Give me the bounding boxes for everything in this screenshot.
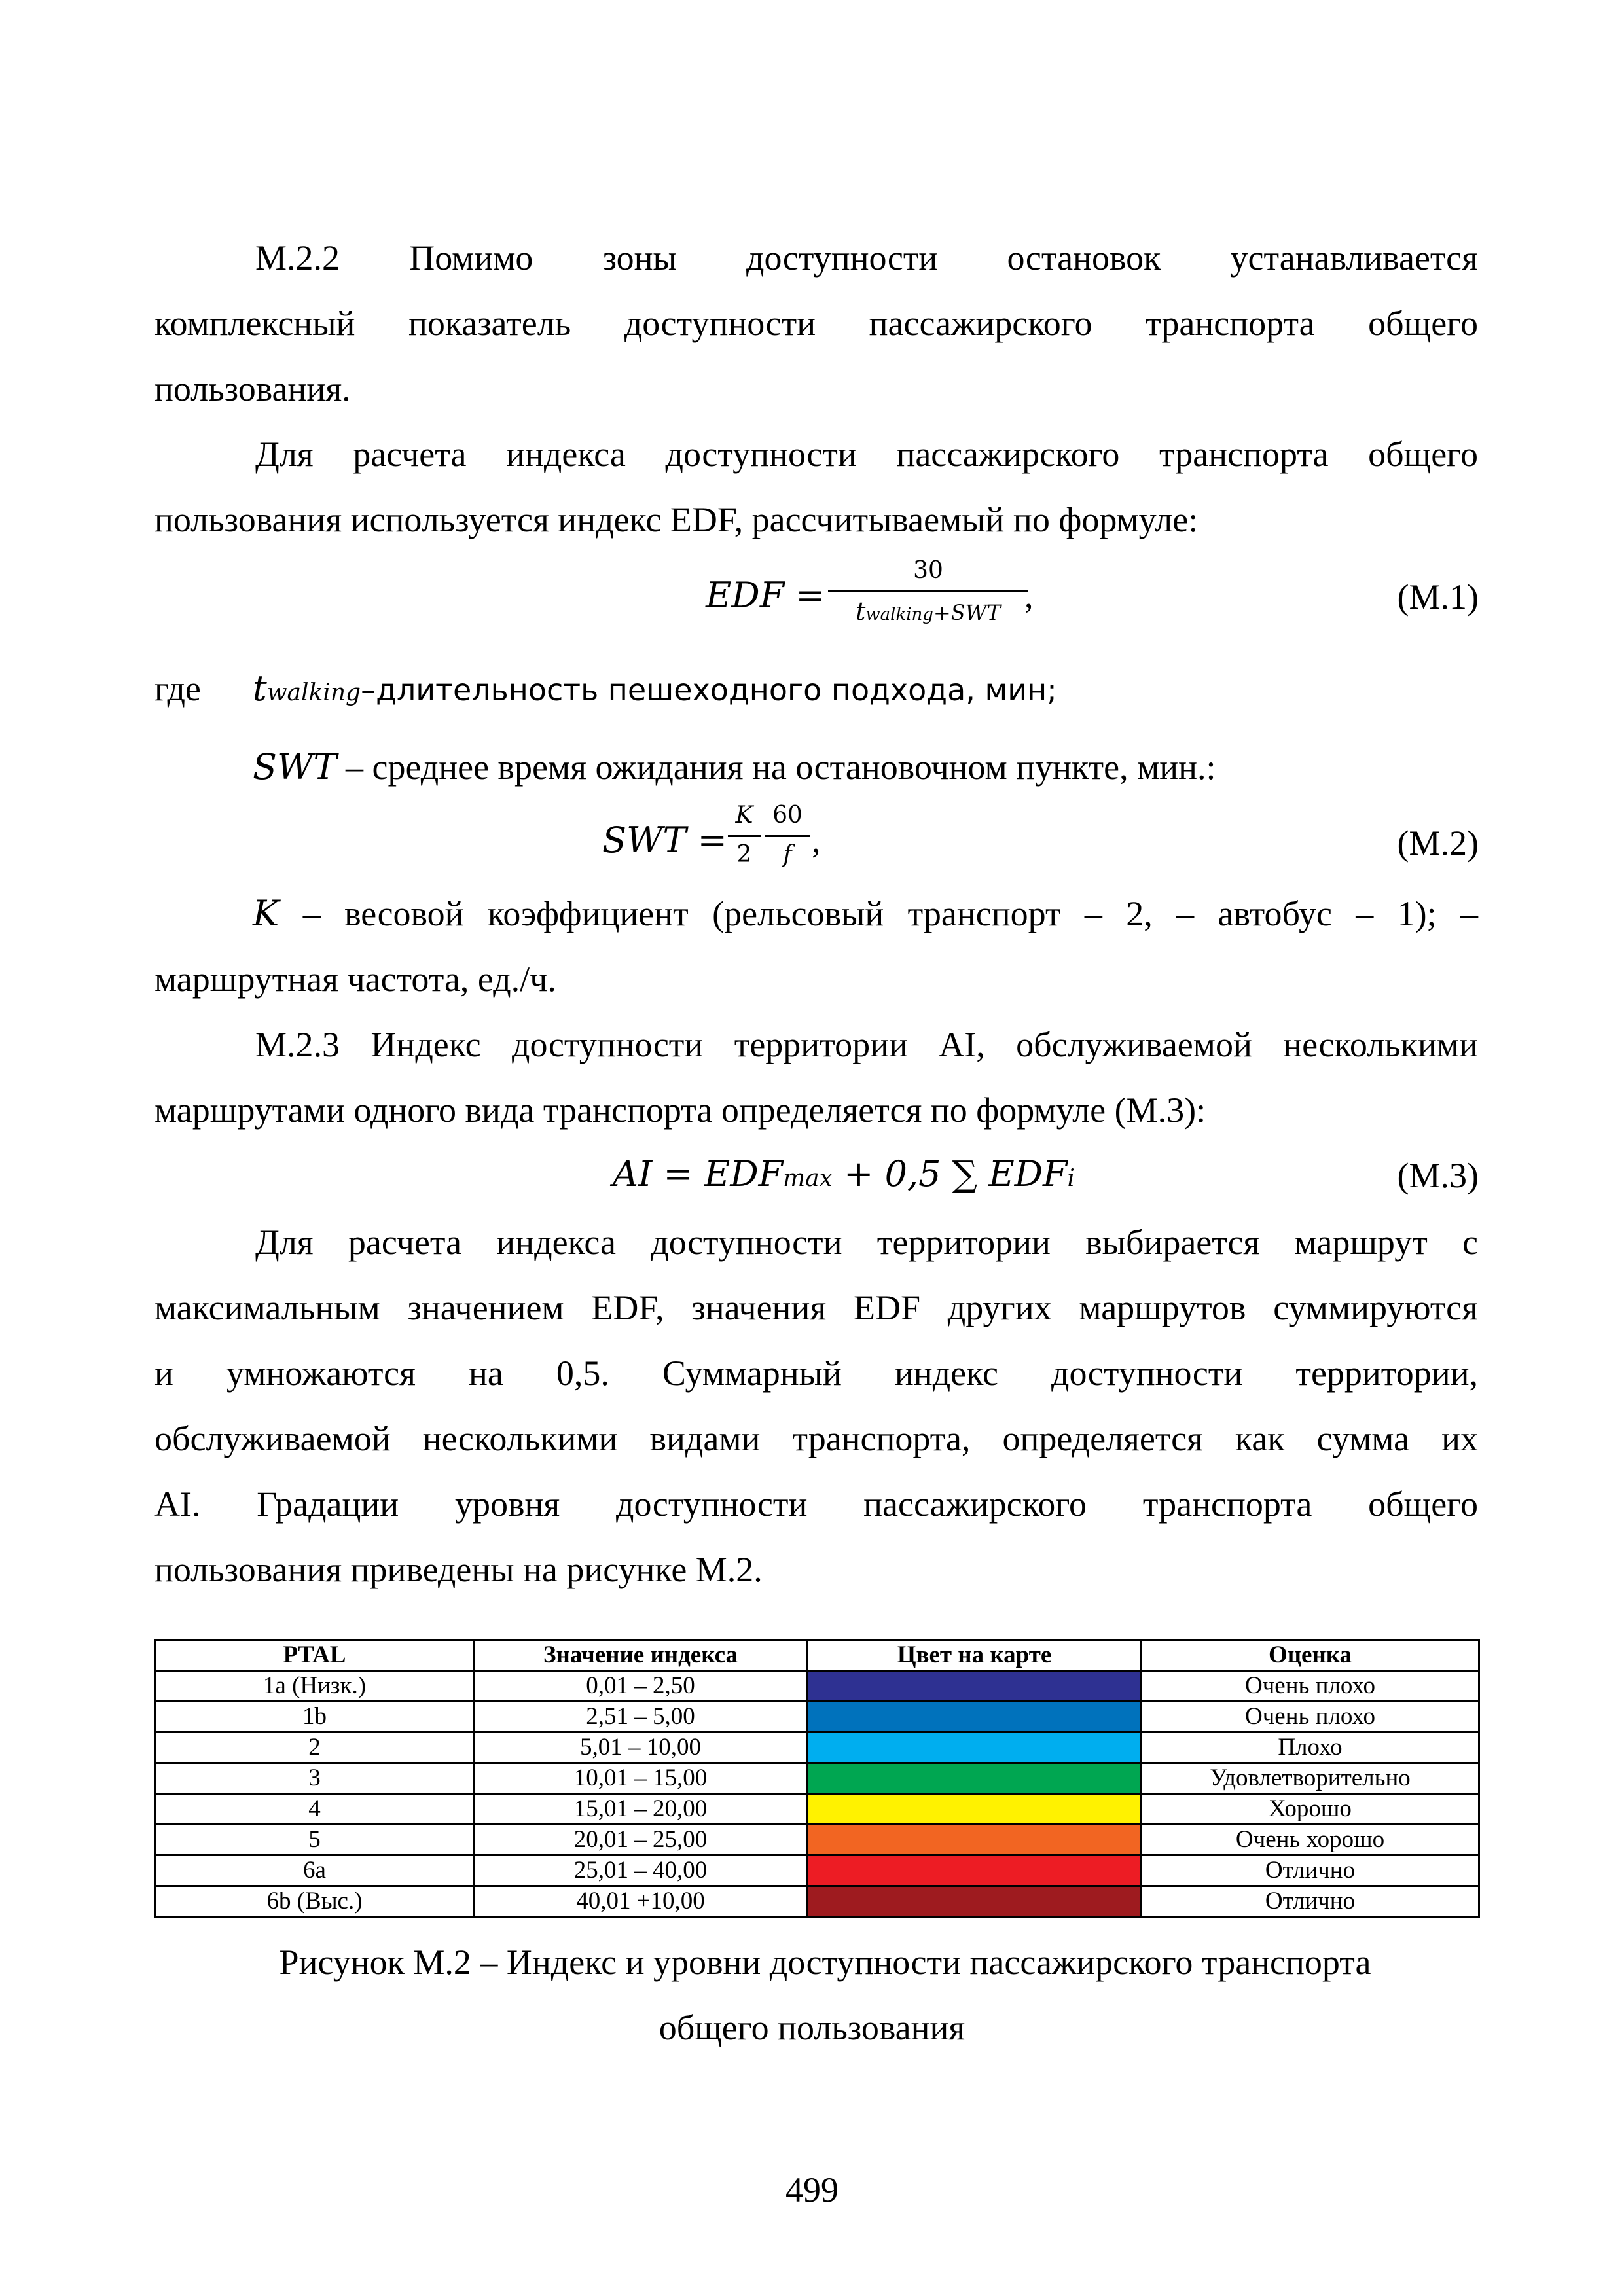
fraction-bar [828, 590, 1028, 592]
equation-number: (М.2) [1397, 823, 1479, 863]
paragraph-line: пользования приведены на рисунке М.2. [154, 1550, 763, 1589]
color-swatch [808, 1794, 1142, 1825]
color-swatch [808, 1702, 1142, 1732]
ptal-table [154, 1639, 1480, 1918]
formula-trail: , [812, 821, 821, 860]
formula-denominator: 2 [736, 841, 752, 868]
table-row [156, 1763, 1479, 1794]
ptal-cell: 4 [156, 1794, 474, 1825]
value-cell: 15,01 – 20,00 [474, 1794, 808, 1825]
table-row [156, 1732, 1479, 1763]
equation-number: (М.1) [1397, 577, 1479, 617]
paragraph-line: и умножаются на 0,5. Суммарный индекс доступности территории, [154, 1354, 1478, 1393]
where-word: где [154, 669, 201, 708]
paragraph-line: обслуживаемой несколькими видами транспорта, определяется как сумма их [154, 1419, 1478, 1458]
ptal-cell: 6b (Выс.) [156, 1886, 474, 1917]
paragraph-line: маршрутами одного вида транспорта определяется по формуле (М.3): [154, 1090, 1206, 1130]
column-header-rating: Оценка [1142, 1640, 1479, 1671]
paragraph-line: М.2.3 Индекс доступности территории AI, обслуживаемой несколькими [255, 1025, 1478, 1064]
ptal-cell: 2 [156, 1732, 474, 1763]
fraction-bar [728, 835, 761, 837]
table-row [156, 1671, 1479, 1702]
color-swatch [808, 1886, 1142, 1917]
value-cell: 5,01 – 10,00 [474, 1732, 808, 1763]
rating-cell: Плохо [1142, 1732, 1479, 1763]
formula-numerator: 30 [913, 557, 943, 584]
rating-cell: Отлично [1142, 1886, 1479, 1917]
rating-cell: Очень плохо [1142, 1702, 1479, 1732]
table-row [156, 1702, 1479, 1732]
ptal-cell: 6a [156, 1856, 474, 1886]
color-swatch [808, 1671, 1142, 1702]
value-cell: 25,01 – 40,00 [474, 1856, 808, 1886]
formula-ai-expression: AI = EDFmax + 0,5 ∑ EDFi [613, 1153, 1075, 1194]
formula-lhs: EDF = [706, 575, 825, 616]
value-cell: 20,01 – 25,00 [474, 1825, 808, 1856]
table-row [156, 1825, 1479, 1856]
formula-denominator: f [783, 841, 792, 868]
color-swatch [808, 1825, 1142, 1856]
table-header-row [156, 1640, 1479, 1671]
rating-cell: Отлично [1142, 1856, 1479, 1886]
figure-caption-line2: общего пользования [659, 2008, 965, 2047]
formula-numerator: K [735, 802, 753, 829]
ptal-cell: 1b [156, 1702, 474, 1732]
fraction-bar [765, 835, 810, 837]
t-walking-definition: twalking–длительность пешеходного подхода, мин; [253, 668, 1057, 709]
table-row [156, 1886, 1479, 1917]
table-row [156, 1856, 1479, 1886]
value-cell: 2,51 – 5,00 [474, 1702, 808, 1732]
paragraph-line: AI. Градации уровня доступности пассажирского транспорта общего [154, 1484, 1478, 1524]
paragraph-line: М.2.2 Помимо зоны доступности остановок устанавливается [255, 238, 1478, 278]
value-cell: 40,01 +10,00 [474, 1886, 808, 1917]
paragraph-line: максимальным значением EDF, значения EDF других маршрутов суммируются [154, 1288, 1478, 1327]
rating-cell: Удовлетворительно [1142, 1763, 1479, 1794]
swt-definition: SWT – среднее время ожидания на остановочном пункте, мин.: [253, 746, 1216, 787]
figure-caption-line1: Рисунок М.2 – Индекс и уровни доступности пассажирского транспорта [279, 1943, 1371, 1982]
value-cell: 10,01 – 15,00 [474, 1763, 808, 1794]
table-row [156, 1794, 1479, 1825]
paragraph-line: Для расчета индекса доступности пассажирского транспорта общего [255, 435, 1478, 474]
paragraph-line: пользования. [154, 369, 351, 408]
formula-trail: , [1024, 576, 1034, 615]
color-swatch [808, 1732, 1142, 1763]
column-header-value: Значение индекса [474, 1640, 808, 1671]
page-number: 499 [785, 2170, 839, 2210]
color-swatch [808, 1763, 1142, 1794]
paragraph-line: комплексный показатель доступности пассажирского транспорта общего [154, 304, 1478, 343]
paragraph-line: пользования используется индекс EDF, рассчитываемый по формуле: [154, 500, 1199, 539]
formula-lhs: SWT = [602, 819, 727, 861]
ptal-cell: 5 [156, 1825, 474, 1856]
paragraph-line: Для расчета индекса доступности территории выбирается маршрут с [255, 1223, 1478, 1262]
column-header-color: Цвет на карте [808, 1640, 1142, 1671]
equation-number: (М.3) [1397, 1156, 1479, 1195]
k-definition: K – весовой коэффициент (рельсовый транспорт – 2, – автобус – 1); – [253, 893, 1478, 934]
value-cell: 0,01 – 2,50 [474, 1671, 808, 1702]
formula-denominator: twalking+SWT [856, 597, 1001, 626]
color-swatch [808, 1856, 1142, 1886]
rating-cell: Очень хорошо [1142, 1825, 1479, 1856]
rating-cell: Очень плохо [1142, 1671, 1479, 1702]
paragraph-line: маршрутная частота, ед./ч. [154, 960, 556, 999]
column-header-ptal: PTAL [156, 1640, 474, 1671]
ptal-cell: 1a (Низк.) [156, 1671, 474, 1702]
rating-cell: Хорошо [1142, 1794, 1479, 1825]
formula-numerator: 60 [772, 802, 803, 829]
ptal-cell: 3 [156, 1763, 474, 1794]
